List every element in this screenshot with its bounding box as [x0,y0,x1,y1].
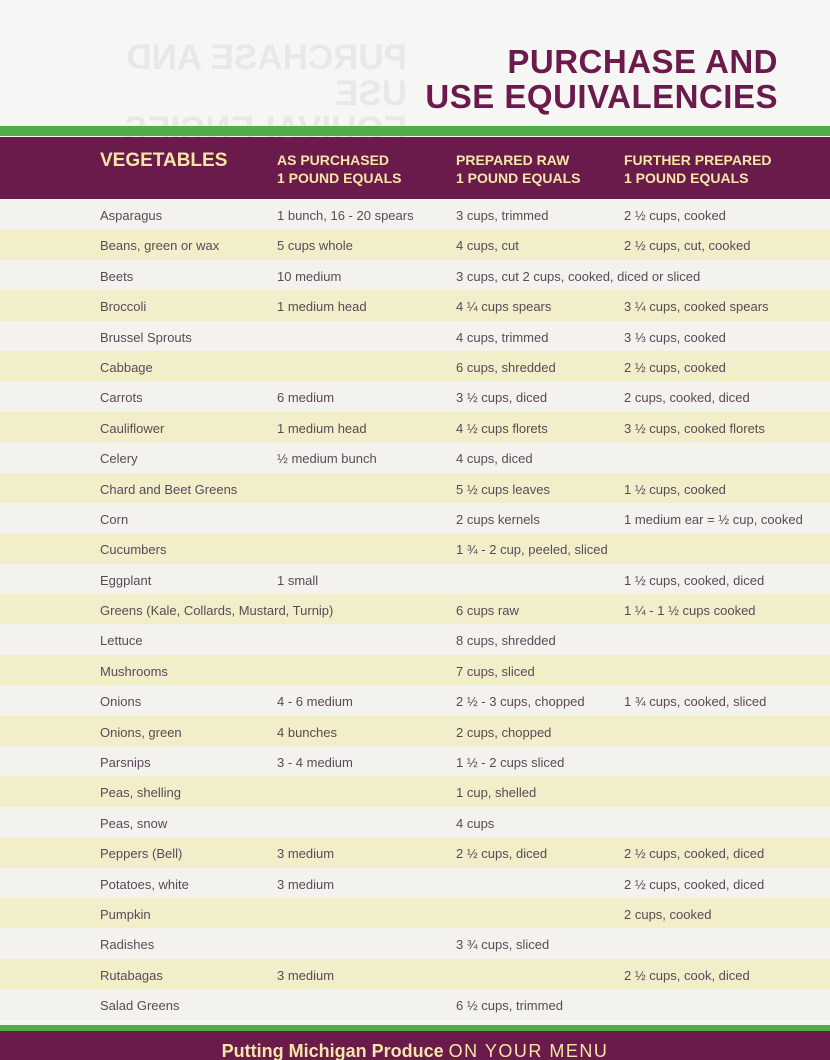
table-row [0,473,830,503]
vegetable-cell: Potatoes, white [100,876,189,892]
page-title-line-1: PURCHASE AND [507,43,778,80]
table-row [0,807,830,837]
table-row [0,351,830,381]
as-purchased-cell: 4 - 6 medium [277,694,353,710]
table-row [0,533,830,563]
further-prepared-cell: 2 ½ cups, cooked, diced [624,846,765,862]
as-purchased-cell: 3 medium [277,846,335,862]
as-purchased-cell: 1 bunch, 16 - 20 spears [277,208,414,223]
prepared-raw-cell: 7 cups, sliced [456,663,535,679]
table-row [0,746,830,776]
table-row [0,594,830,624]
table-row [0,928,830,958]
vegetable-cell: Peppers (Bell) [100,846,183,862]
header-vegetables: VEGETABLES [100,150,228,171]
prepared-raw-cell: 1 ¾ - 2 cup, peeled, sliced [456,542,608,558]
vegetable-cell: Chard and Beet Greens [100,481,238,497]
vegetable-cell: Parsnips [100,755,151,771]
vegetable-cell: Onions, green [100,724,182,740]
ghost-title-line-1: PURCHASE AND [126,38,407,77]
prepared-raw-cell: 3 cups, cut 2 cups, cooked, diced or sliced [456,268,701,284]
prepared-raw-cell: 4 cups, cut [456,238,519,254]
further-prepared-cell: 2 ½ cups, cooked [624,359,726,375]
table-row [0,321,830,351]
vegetable-cell: Pumpkin [100,906,151,922]
as-purchased-cell: 10 medium [277,268,342,284]
prepared-raw-cell: 2 ½ cups, diced [456,846,548,862]
table-row [0,290,830,320]
page-title-line-2: USE EQUIVALENCIES [425,78,778,115]
footer-bold-text: Putting Michigan Produce [221,1041,444,1060]
vegetable-cell: Eggplant [100,572,152,588]
header-further-prepared [624,151,772,187]
as-purchased-cell: 3 medium [277,876,335,892]
prepared-raw-cell: 3 ½ cups, diced [456,390,548,406]
vegetable-cell: Mushrooms [100,663,168,679]
prepared-raw-cell: 5 ½ cups leaves [456,481,550,497]
table-row [0,837,830,867]
table-row [0,989,830,1019]
vegetable-cell: Lettuce [100,633,143,649]
table-row [0,199,830,229]
table-row [0,412,830,442]
further-prepared-cell: 1 ½ cups, cooked, diced [624,572,765,588]
vegetable-cell: Cauliflower [100,420,165,436]
prepared-raw-cell: 6 cups raw [456,603,519,619]
prepared-raw-cell: 3 ¾ cups, sliced [456,937,550,953]
table-row [0,776,830,806]
further-prepared-cell: 3 ½ cups, cooked florets [624,420,765,436]
as-purchased-cell: 5 cups whole [277,238,353,254]
vegetable-cell: Celery [100,451,138,467]
vegetable-cell: Cucumbers [100,542,167,558]
footer-light-text: ON YOUR MENU [448,1041,609,1060]
header-prepared-raw-line-1: PREPARED RAW [456,152,570,168]
further-prepared-cell: 1 medium ear = ½ cup, cooked [624,511,803,527]
table-row [0,655,830,685]
further-prepared-cell: 2 ½ cups, cook, diced [624,967,750,983]
further-prepared-cell: 2 cups, cooked [624,906,712,922]
table-row [0,868,830,898]
vegetable-cell: Beans, green or wax [100,238,220,254]
vegetable-cell: Beets [100,268,134,284]
as-purchased-cell: 1 small [277,572,319,588]
header-as-purchased [277,151,401,187]
vegetable-cell: Peas, shelling [100,785,181,801]
as-purchased-cell: 4 bunches [277,724,337,740]
vegetable-cell: Broccoli [100,299,147,315]
prepared-raw-cell: 4 cups [456,815,495,831]
vegetable-cell: Rutabagas [100,967,163,983]
as-purchased-cell: 1 medium head [277,299,367,315]
prepared-raw-cell: 4 cups, trimmed [456,329,549,345]
prepared-raw-cell: 6 cups, shredded [456,359,556,375]
vegetable-cell: Onions [100,694,142,710]
table-row [0,624,830,654]
prepared-raw-cell: 4 ½ cups florets [456,420,548,436]
ghost-title-line-2: USE [335,74,407,113]
header-prepared-raw-line-2: 1 POUND EQUALS [456,170,581,186]
table-row [0,898,830,928]
further-prepared-cell: 1 ¼ - 1 ½ cups cooked [624,603,756,619]
table-row [0,442,830,472]
vegetable-cell: Radishes [100,937,155,953]
header-as-purchased-line-2: 1 POUND EQUALS [277,170,402,186]
table-row [0,260,830,290]
page-title [425,44,778,114]
table-row [0,959,830,989]
vegetable-cell: Greens (Kale, Collards, Mustard, Turnip) [100,603,334,619]
prepared-raw-cell: 3 cups, trimmed [456,208,549,223]
further-prepared-cell: 2 ½ cups, cooked, diced [624,876,765,892]
prepared-raw-cell: 4 cups, diced [456,451,533,467]
as-purchased-cell: 1 medium head [277,420,367,436]
vegetable-cell: Asparagus [100,208,163,223]
further-prepared-cell: 2 ½ cups, cooked [624,208,726,223]
as-purchased-cell: 3 medium [277,967,335,983]
footer-banner [0,1031,830,1060]
further-prepared-cell: 3 ⅓ cups, cooked [624,329,726,345]
as-purchased-cell: 3 - 4 medium [277,755,353,771]
prepared-raw-cell: 1 cup, shelled [456,785,537,801]
vegetable-cell: Cabbage [100,359,153,375]
vegetable-cell: Brussel Sprouts [100,329,192,345]
header-further-prepared-line-2: 1 POUND EQUALS [624,170,749,186]
vegetable-cell: Salad Greens [100,998,180,1014]
as-purchased-cell: 6 medium [277,390,335,406]
as-purchased-cell: ½ medium bunch [277,451,377,467]
table-row [0,229,830,259]
further-prepared-cell: 1 ½ cups, cooked [624,481,726,497]
prepared-raw-cell: 4 ¼ cups spears [456,299,552,315]
table-row [0,685,830,715]
top-green-band [0,126,830,136]
table-row [0,381,830,411]
further-prepared-cell: 3 ¼ cups, cooked spears [624,299,769,315]
table-row [0,503,830,533]
vegetable-cell: Corn [100,511,129,527]
further-prepared-cell: 2 cups, cooked, diced [624,390,750,406]
further-prepared-cell: 2 ½ cups, cut, cooked [624,238,751,254]
prepared-raw-cell: 1 ½ - 2 cups sliced [456,755,565,771]
vegetable-cell: Peas, snow [100,815,168,831]
prepared-raw-cell: 2 cups, chopped [456,724,552,740]
prepared-raw-cell: 8 cups, shredded [456,633,556,649]
header-further-prepared-line-1: FURTHER PREPARED [624,152,772,168]
table-row [0,564,830,594]
table-body [0,199,830,1020]
prepared-raw-cell: 2 ½ - 3 cups, chopped [456,694,585,710]
prepared-raw-cell: 2 cups kernels [456,511,540,527]
prepared-raw-cell: 6 ½ cups, trimmed [456,998,563,1014]
further-prepared-cell: 1 ¾ cups, cooked, sliced [624,694,767,710]
header-prepared-raw [456,151,580,187]
table-row [0,716,830,746]
vegetable-cell: Carrots [100,390,143,406]
header-as-purchased-line-1: AS PURCHASED [277,152,390,168]
table-header [0,137,830,199]
